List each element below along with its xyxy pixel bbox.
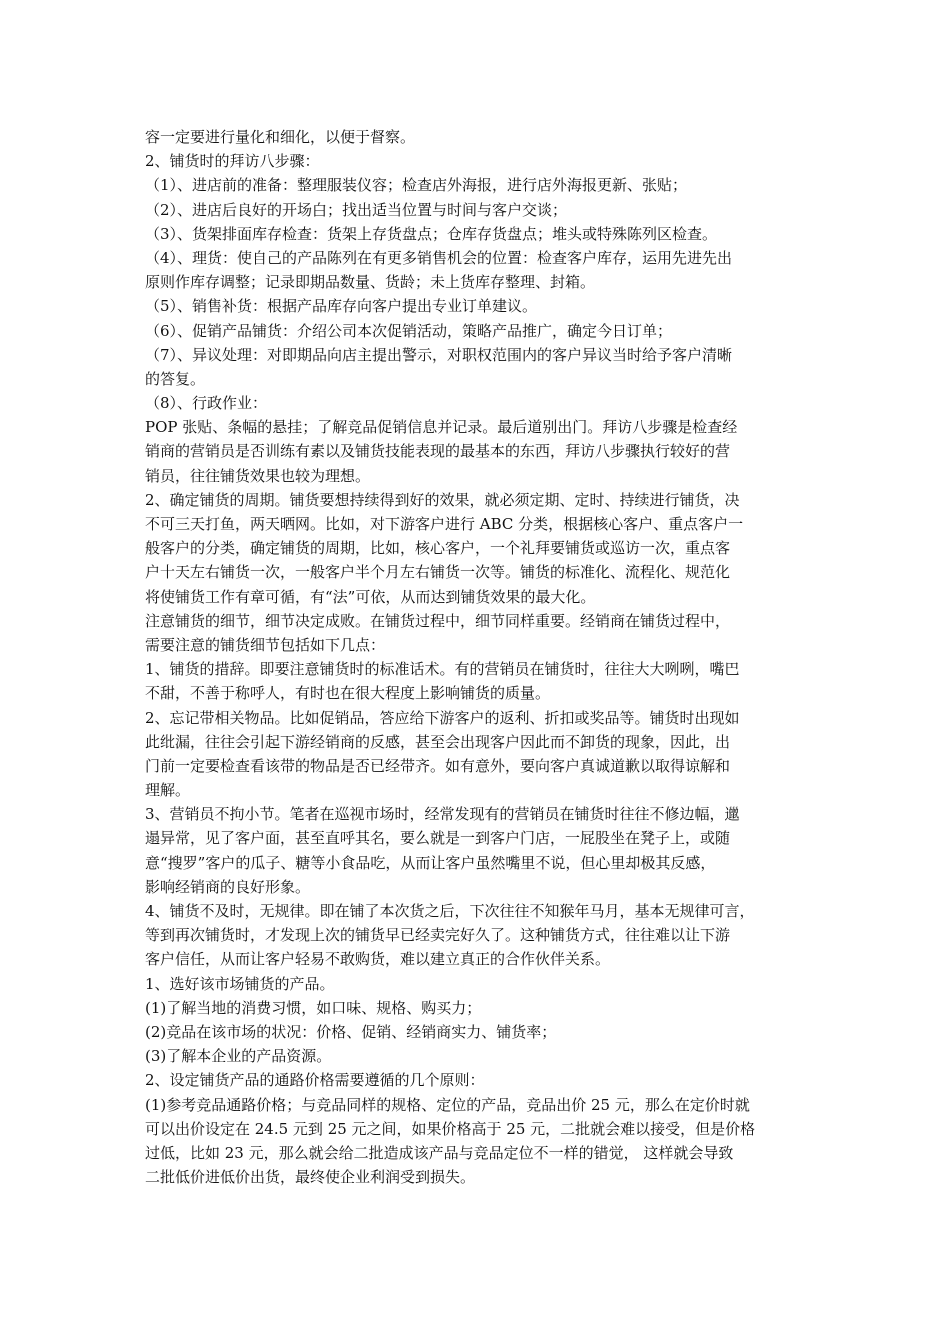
- text-line-7: 原则作库存调整；记录即期品数量、货龄；未上货库存整理、封箱。: [145, 273, 596, 292]
- text-line-22: 需要注意的铺货细节包括如下几点：: [145, 635, 386, 654]
- text-line-36: 1、选好该市场铺货的产品。: [145, 974, 335, 993]
- text-line-27: 门前一定要检查看该带的物品是否已经带齐。如有意外，要向客户真诚道歉以取得谅解和: [145, 756, 731, 775]
- text-line-30: 遢异常，见了客户面，甚至直呼其名，要么就是一到客户门店，一屁股坐在凳子上，或随: [145, 829, 731, 848]
- text-line-21: 注意铺货的细节，细节决定成败。在铺货过程中，细节同样重要。经销商在铺货过程中，: [145, 611, 731, 630]
- text-line-33: 4、铺货不及时，无规律。即在铺了本次货之后，下次往往不知猴年马月，基本无规律可言，: [145, 902, 755, 920]
- text-line-42: 可以出价设定在 24.5 元到 25 元之间，如果价格高于 25 元，二批就会难以接受，但是价格: [145, 1119, 756, 1138]
- text-line-13: POP 张贴、条幅的悬挂；了解竞品促销信息并记录。最后道别出门。拜访八步骤是检查经: [145, 418, 738, 437]
- text-line-41: (1)参考竞品通路价格；与竞品同样的规格、定位的产品，竞品出价 25 元，那么在定价时就: [145, 1095, 750, 1114]
- text-line-25: 2、忘记带相关物品。比如促销品，答应给下游客户的返利、折扣或奖品等。铺货时出现如: [145, 708, 740, 727]
- text-line-17: 不可三天打鱼，两天晒网。比如，对下游客户进行 ABC 分类，根据核心客户、重点客户一: [145, 515, 744, 533]
- text-line-28: 理解。: [145, 781, 191, 800]
- text-line-35: 客户信任，从而让客户轻易不敢购货，难以建立真正的合作伙伴关系。: [145, 950, 611, 969]
- text-line-10: （7）、异议处理：对即期品向店主提出警示，对职权范围内的客户异议当时给予客户清晰: [145, 345, 733, 364]
- text-line-38: (2)竞品在该市场的状况：价格、促销、经销商实力、铺货率；: [145, 1022, 557, 1041]
- text-line-15: 销员，往往铺货效果也较为理想。: [145, 466, 371, 485]
- text-line-32: 影响经销商的良好形象。: [145, 877, 311, 896]
- text-line-14: 销商的营销员是否训练有素以及铺货技能表现的最基本的东西，拜访八步骤执行较好的营: [145, 442, 731, 461]
- text-line-9: （6）、促销产品铺货：介绍公司本次促销活动，策略产品推广，确定今日订单；: [145, 321, 673, 340]
- text-line-1: 容一定要进行量化和细化，以便于督察。: [145, 128, 416, 146]
- text-line-20: 将使铺货工作有章可循，有“法”可依，从而达到铺货效果的最大化。: [145, 587, 596, 606]
- text-line-3: （1）、进店前的准备：整理服装仪容；检查店外海报，进行店外海报更新、张贴；: [145, 176, 688, 195]
- text-line-19: 户十天左右铺货一次，一般客户半个月左右铺货一次等。铺货的标准化、流程化、规范化: [145, 563, 731, 582]
- text-line-2: 2、铺货时的拜访八步骤：: [145, 152, 320, 171]
- document-body: [145, 125, 815, 1189]
- text-line-23: 1、铺货的措辞。即要注意铺货时的标准话术。有的营销员在铺货时，往往大大咧咧，嘴巴: [145, 660, 740, 679]
- text-line-12: （8）、行政作业：: [145, 394, 268, 413]
- text-line-24: 不甜，不善于称呼人，有时也在很大程度上影响铺货的质量。: [145, 684, 551, 703]
- text-line-34: 等到再次铺货时，才发现上次的铺货早已经卖完好久了。这种铺货方式，往往难以让下游: [145, 926, 731, 945]
- text-line-31: 意“搜罗”客户的瓜子、糖等小食品吃，从而让客户虽然嘴里不说，但心里却极其反感，: [145, 853, 716, 872]
- text-line-44: 二批低价进低价出货，最终使企业利润受到损失。: [145, 1168, 476, 1187]
- text-line-6: （4）、理货：使自己的产品陈列在有更多销售机会的位置：检查客户库存，运用先进先出: [145, 248, 733, 267]
- text-line-26: 此纰漏，往往会引起下游经销商的反感，甚至会出现客户因此而不卸货的现象，因此，出: [145, 732, 731, 751]
- text-line-8: （5）、销售补货：根据产品库存向客户提出专业订单建议。: [145, 297, 538, 316]
- text-line-18: 般客户的分类，确定铺货的周期，比如，核心客户，一个礼拜要铺货或巡访一次，重点客: [145, 539, 731, 558]
- text-line-39: (3)了解本企业的产品资源。: [145, 1047, 332, 1066]
- text-line-16: 2、确定铺货的周期。铺货要想持续得到好的效果，就必须定期、定时、持续进行铺货，决: [145, 490, 740, 509]
- text-line-4: （2）、进店后良好的开场白；找出适当位置与时间与客户交谈；: [145, 200, 568, 219]
- text-line-5: （3）、货架排面库存检查：货架上存货盘点；仓库存货盘点；堆头或特殊陈列区检查。: [145, 224, 718, 243]
- text-line-43: 过低，比如 23 元，那么就会给二批造成该产品与竞品定位不一样的错觉， 这样就会导致: [145, 1143, 734, 1162]
- text-line-11: 的答复。: [145, 369, 206, 388]
- text-line-37: (1)了解当地的消费习惯，如口味、规格、购买力；: [145, 998, 482, 1017]
- text-line-29: 3、营销员不拘小节。笔者在巡视市场时，经常发现有的营销员在铺货时往往不修边幅，邋: [145, 805, 740, 824]
- text-line-40: 2、设定铺货产品的通路价格需要遵循的几个原则：: [145, 1071, 485, 1090]
